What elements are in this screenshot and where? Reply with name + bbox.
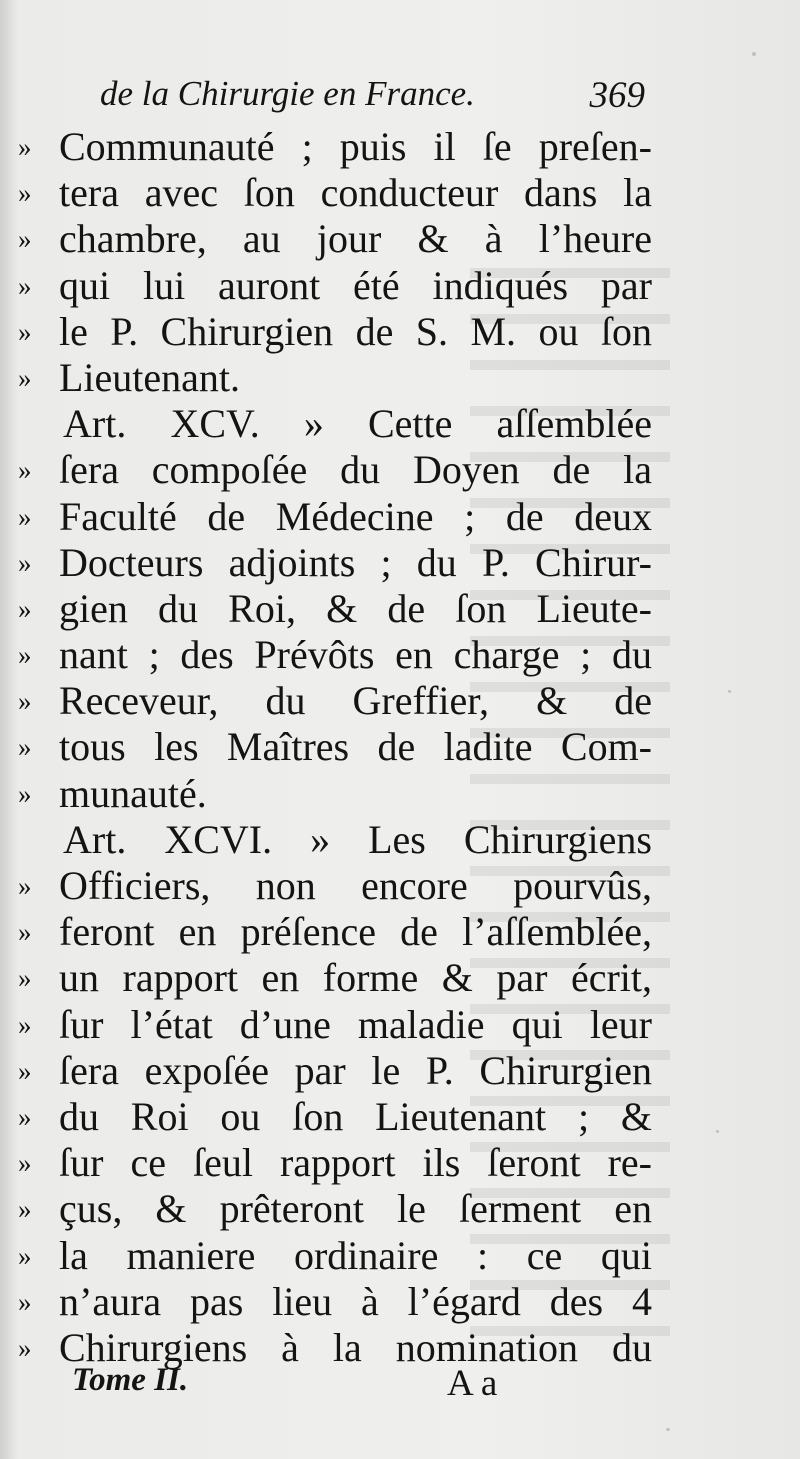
text-line [18, 1002, 658, 1048]
quote-mark: » [18, 1009, 32, 1040]
quote-mark: » [18, 1055, 32, 1086]
line-text: nant ; des Prévôts en charge ; du [59, 632, 652, 678]
paper-speck [752, 52, 756, 56]
line-text: chambre, au jour & à l’heure [59, 216, 652, 262]
text-line [18, 1094, 658, 1140]
text-line [18, 447, 658, 493]
quote-mark: » [18, 1194, 32, 1225]
quote-mark: » [18, 1148, 32, 1179]
text-line [18, 494, 658, 540]
line-text: Communauté ; puis il ſe preſen- [59, 124, 652, 169]
page-header [100, 74, 645, 122]
text-line [18, 355, 658, 401]
quote-mark: » [18, 871, 32, 901]
quote-mark: » [18, 270, 32, 301]
line-text: un rapport en forme & par écrit, [59, 955, 652, 1001]
quote-mark: » [18, 132, 32, 162]
text-line [18, 124, 658, 170]
line-text: feront en préſence de l’aſſemblée, [59, 909, 652, 955]
paper-speck [716, 1130, 719, 1133]
paper-speck [728, 690, 731, 693]
line-text: çus, & prêteront le ſerment en [59, 1186, 652, 1232]
text-line [18, 678, 658, 724]
line-text: ſur l’état d’une maladie qui leur [59, 1001, 652, 1047]
text-line [18, 909, 658, 955]
line-text: Lieutenant. [59, 354, 241, 400]
quote-mark: » [18, 917, 32, 948]
line-text: ſera compoſée du Doyen de la [59, 447, 652, 493]
text-line [18, 309, 658, 355]
line-text: du Roi ou ſon Lieutenant ; & [59, 1093, 652, 1139]
text-line [18, 586, 658, 632]
line-text: Receveur, du Greffier, & de [59, 678, 652, 724]
quote-mark: » [18, 1332, 32, 1363]
signature-mark: A a [447, 1363, 498, 1404]
text-line [18, 263, 658, 309]
text-line [18, 170, 658, 216]
running-head: de la Chirurgie en France. [100, 74, 475, 113]
quote-mark: » [18, 224, 32, 255]
line-text: Officiers, non encore pourvûs, [59, 863, 652, 908]
text-line [18, 1279, 658, 1325]
quote-mark: » [18, 778, 32, 809]
line-text: Docteurs adjoints ; du P. Chirur- [59, 539, 652, 585]
line-text: gien du Roi, & de ſon Lieute- [59, 585, 652, 631]
article-heading-line [18, 401, 658, 447]
page-footer [72, 1362, 532, 1406]
quote-mark: » [18, 640, 32, 671]
quote-mark: » [18, 455, 32, 486]
line-text: qui lui auront été indiqués par [59, 262, 652, 308]
text-line [18, 955, 658, 1001]
text-block [18, 124, 658, 1371]
paper-speck [666, 1428, 670, 1431]
line-text: Faculté de Médecine ; de deux [59, 493, 652, 539]
line-text: tous les Maîtres de ladite Com- [59, 724, 652, 770]
text-line [18, 540, 658, 586]
text-line [18, 771, 658, 817]
line-text: munauté. [59, 770, 207, 816]
text-line [18, 1233, 658, 1279]
article-heading-line [18, 817, 658, 863]
text-line [18, 1140, 658, 1186]
line-text: ſur ce ſeul rapport ils ſeront re- [59, 1140, 652, 1186]
quote-mark: » [18, 732, 32, 763]
line-text: Art. XCV. » Cette aſſemblée [63, 401, 652, 447]
text-line [18, 632, 658, 678]
text-line [18, 724, 658, 770]
quote-mark: » [18, 963, 32, 994]
quote-mark: » [18, 178, 32, 209]
line-text: la maniere ordinaire : ce qui [59, 1232, 652, 1278]
text-line [18, 863, 658, 909]
quote-mark: » [18, 593, 32, 624]
line-text: le P. Chirurgien de S. M. ou ſon [59, 308, 652, 354]
text-line [18, 1186, 658, 1232]
text-line [18, 1048, 658, 1094]
volume-label: Tome II. [72, 1362, 189, 1398]
line-text: Chirurgiens à la nomination du [59, 1324, 652, 1370]
quote-mark: » [18, 316, 32, 347]
quote-mark: » [18, 686, 32, 717]
line-text: tera avec ſon conducteur dans la [59, 170, 652, 216]
page-number: 369 [589, 75, 645, 116]
quote-mark: » [18, 1286, 32, 1317]
quote-mark: » [18, 547, 32, 578]
line-text: n’aura pas lieu à l’égard des 4 [59, 1278, 652, 1324]
text-line [18, 216, 658, 262]
quote-mark: » [18, 501, 32, 532]
quote-mark: » [18, 362, 32, 393]
quote-mark: » [18, 1240, 32, 1271]
line-text: Art. XCVI. » Les Chirurgiens [63, 816, 652, 862]
line-text: ſera expoſée par le P. Chirurgien [59, 1047, 652, 1093]
quote-mark: » [18, 1101, 32, 1132]
